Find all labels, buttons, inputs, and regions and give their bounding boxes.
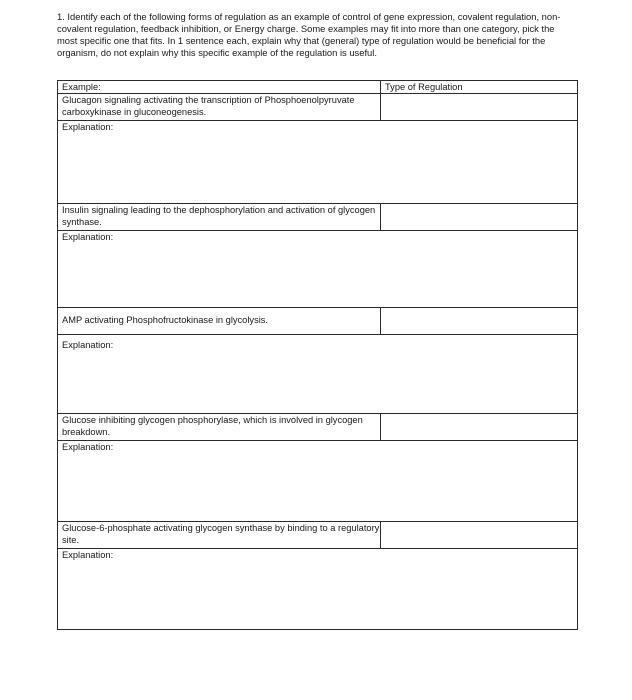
table-row [58, 414, 578, 441]
example-text: AMP activating Phosphofructokinase in glycolysis. [62, 315, 269, 326]
explanation-label: Explanation: [62, 232, 114, 243]
type-of-regulation-answer[interactable] [381, 204, 578, 231]
explanation-label: Explanation: [62, 122, 114, 133]
question-instructions: 1. Identify each of the following forms of regulation as an example of control of gene expression, covalent regulation, non-covalent regulation, feedback inhibition, or Energy charge. Some examples may fit into more than one category, pick the most specific one that fits. In 1 sentence each, explain why that (general) type of regulation would be beneficial for the organism, do not explain why this specific example of the regulation is useful. [57, 11, 561, 59]
explanation-row [58, 231, 578, 308]
example-cell [58, 414, 381, 441]
table-row [58, 94, 578, 121]
example-text: Glucose inhibiting glycogen phosphorylase, which is involved in glycogen breakdown. [62, 415, 363, 438]
type-of-regulation-header: Type of Regulation [381, 81, 578, 94]
table-header-row [58, 81, 578, 94]
table-row [58, 522, 578, 549]
example-cell [58, 308, 381, 335]
type-of-regulation-answer[interactable] [381, 94, 578, 121]
explanation-row [58, 549, 578, 630]
example-header: Example: [58, 81, 381, 94]
explanation-row [58, 335, 578, 414]
explanation-answer-box[interactable] [58, 441, 578, 522]
explanation-label: Explanation: [62, 340, 114, 351]
explanation-answer-box[interactable] [58, 231, 578, 308]
type-of-regulation-answer[interactable] [381, 522, 578, 549]
example-cell [58, 204, 381, 231]
explanation-answer-box[interactable] [58, 549, 578, 630]
table-row [58, 204, 578, 231]
type-of-regulation-answer[interactable] [381, 308, 578, 335]
explanation-row [58, 121, 578, 204]
type-of-regulation-answer[interactable] [381, 414, 578, 441]
example-cell [58, 94, 381, 121]
explanation-row [58, 441, 578, 522]
regulation-table [57, 80, 578, 630]
example-text: Glucose-6-phosphate activating glycogen synthase by binding to a regulatory site. [62, 523, 380, 546]
example-text: Glucagon signaling activating the transcription of Phosphoenolpyruvate carboxykinase in gluconeogenesis. [62, 95, 355, 118]
explanation-answer-box[interactable] [58, 121, 578, 204]
explanation-label: Explanation: [62, 442, 114, 453]
example-cell [58, 522, 381, 549]
table-row [58, 308, 578, 335]
explanation-answer-box[interactable] [58, 335, 578, 414]
example-text: Insulin signaling leading to the dephosphorylation and activation of glycogen synthase. [62, 205, 376, 228]
explanation-label: Explanation: [62, 550, 114, 561]
